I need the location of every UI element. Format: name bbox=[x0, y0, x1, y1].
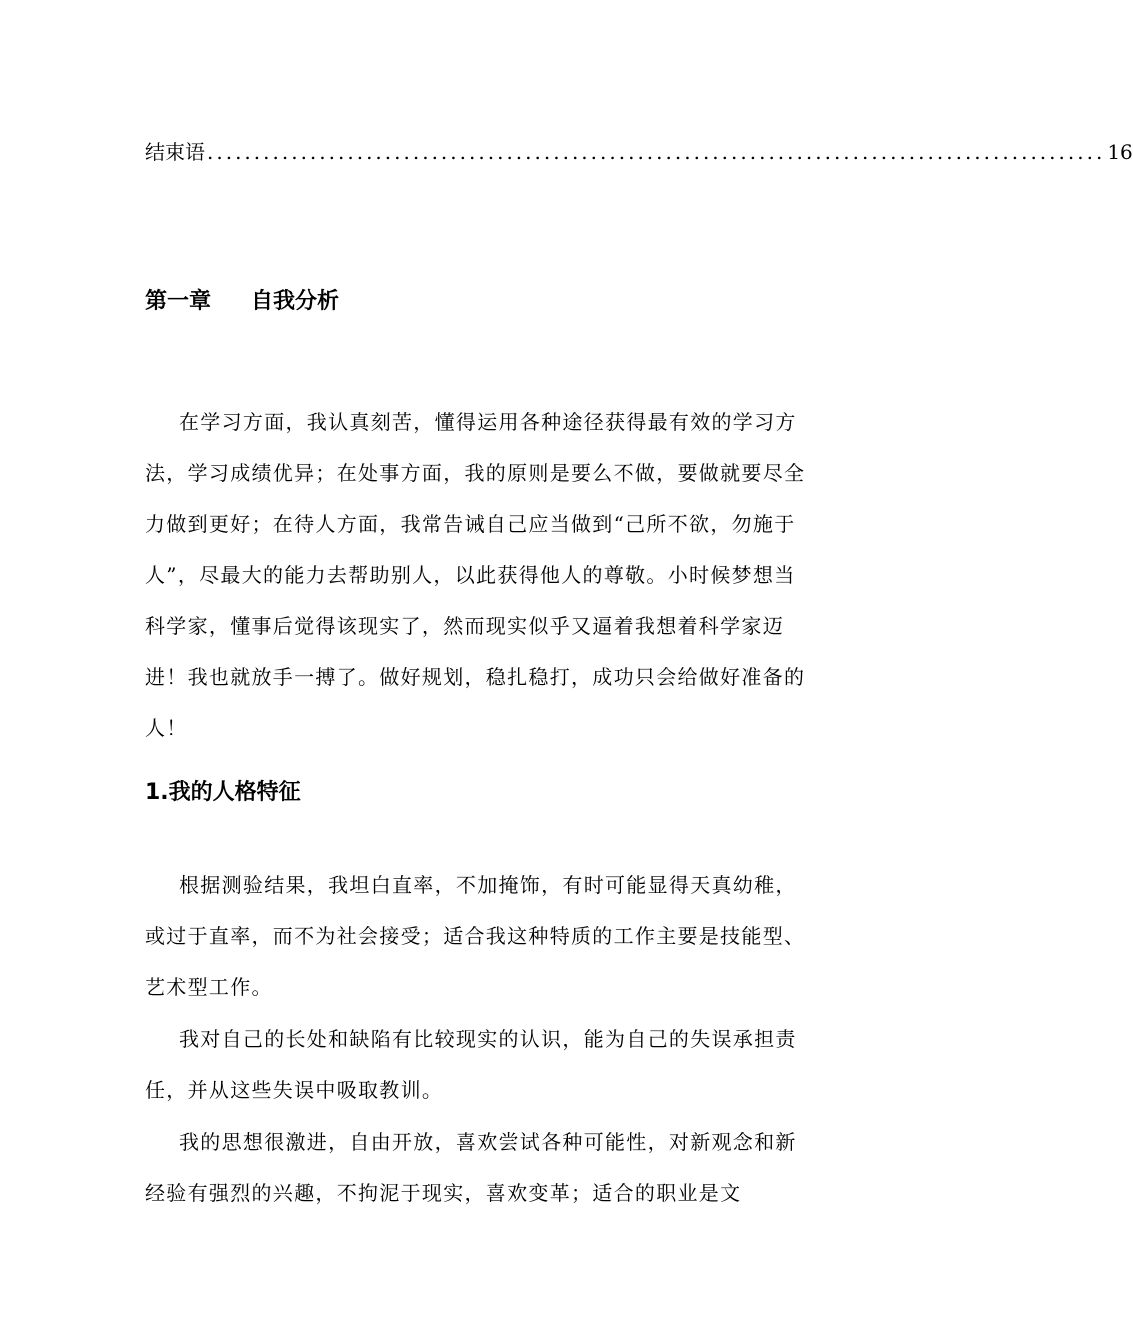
toc-entry-label: 结束语 bbox=[145, 140, 205, 164]
toc-dot-leader: ................................................................................................ bbox=[207, 140, 1106, 164]
chapter-title: 自我分析 bbox=[251, 289, 340, 314]
intro-paragraph: 在学习方面，我认真刻苦，懂得运用各种途径获得最有效的学习方法，学习成绩优异；在处事方面，我的原则是要么不做，要做就要尽全力做到更好；在待人方面，我常告诫自己应当做到“己所不欲，勿施于人”，尽最大的能力去帮助别人，以此获得他人的尊敬。小时候梦想当科学家，懂事后觉得该现实了，然而现实似乎又逼着我想着科学家迈进！我也就放手一搏了。做好规划，稳扎稳打，成功只会给做好准备的人！ bbox=[145, 410, 806, 740]
section-paragraph: 我对自己的长处和缺陷有比较现实的认识，能为自己的失误承担责任，并从这些失误中吸取教训。 bbox=[145, 1027, 797, 1102]
chapter-heading bbox=[145, 282, 339, 322]
toc-entry-page-number: 16 bbox=[1107, 140, 1133, 164]
section-paragraph: 我的思想很激进，自由开放，喜欢尝试各种可能性，对新观念和新经验有强烈的兴趣，不拘泥于现实，喜欢变革；适合的职业是文 bbox=[145, 1130, 797, 1205]
section-paragraph: 根据测验结果，我坦白直率，不加掩饰，有时可能显得天真幼稚，或过于直率，而不为社会接受；适合我这种特质的工作主要是技能型、艺术型工作。 bbox=[145, 873, 806, 999]
chapter-number: 第一章 bbox=[145, 289, 212, 314]
toc-entry[interactable] bbox=[145, 136, 1133, 168]
section-heading: 1.我的人格特征 bbox=[145, 780, 301, 805]
